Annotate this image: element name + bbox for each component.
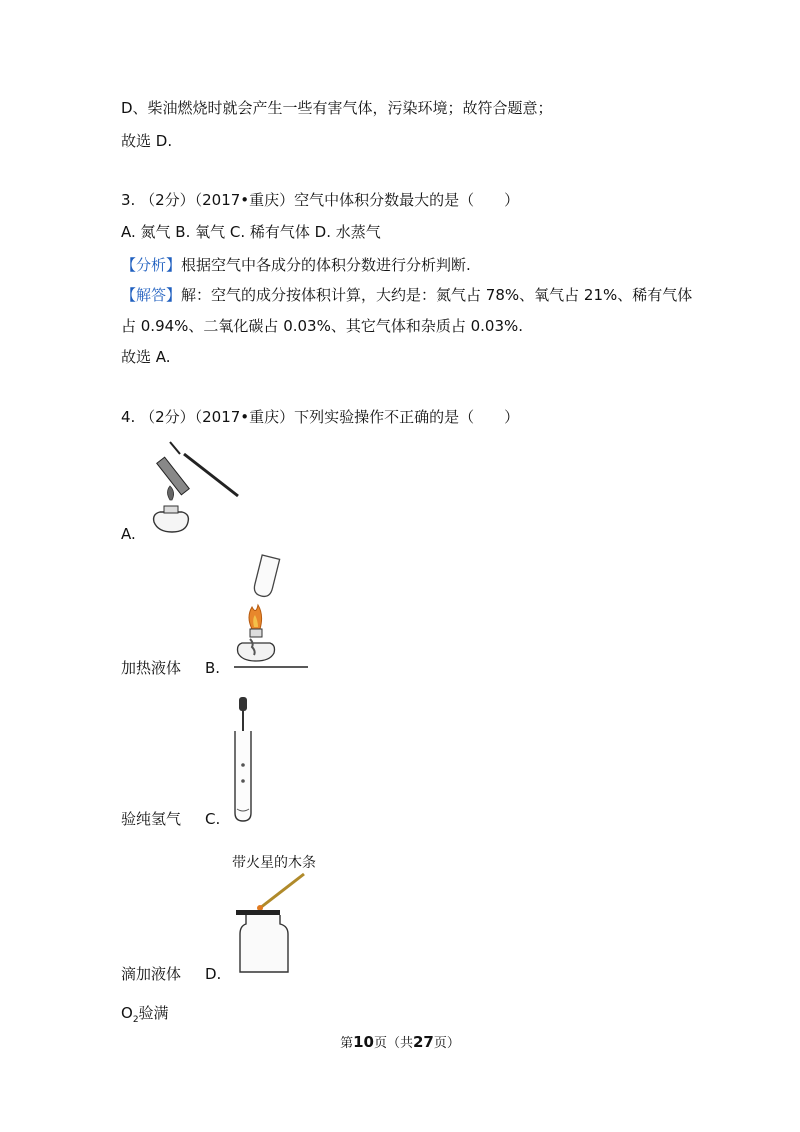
footer-mid: 页（共 — [373, 1036, 413, 1051]
q3-options: A. 氮气 B. 氧气 C. 稀有气体 D. 水蒸气 — [121, 223, 381, 241]
analysis-tag: 【分析】 — [121, 256, 182, 274]
q4-d-label: D. — [205, 965, 222, 983]
footer-prefix: 第 — [340, 1036, 354, 1051]
q4-c-caption: 滴加液体 — [121, 965, 182, 983]
hydrogen-purity-test-image — [228, 553, 310, 671]
q2-option-d: D、柴油燃烧时就会产生一些有害气体，污染环境；故符合题意； — [121, 99, 553, 117]
o2-formula-sub: 2 — [132, 1015, 139, 1025]
heating-liquid-image — [148, 440, 244, 538]
q4-a-label: A. — [121, 525, 136, 543]
q4-c-label: C. — [205, 810, 221, 828]
footer-suffix: 页） — [433, 1036, 460, 1051]
q3-solution-line2: 占 0.94%、二氧化碳占 0.03%、其它气体和杂质占 0.03%. — [121, 317, 524, 335]
q3-analysis — [121, 255, 471, 275]
oxygen-full-test-image — [232, 872, 314, 978]
page-footer — [0, 1032, 800, 1051]
glowing-splint-label: 带火星的木条 — [232, 855, 316, 871]
total-pages: 27 — [413, 1033, 434, 1051]
dropper-liquid-image — [230, 695, 256, 825]
solution-tag: 【解答】 — [121, 286, 182, 304]
solution-text-1: 解：空气的成分按体积计算，大约是：氮气占 78%、氧气占 21%、稀有气体 — [181, 286, 693, 304]
q4-a-caption: 加热液体 — [121, 659, 182, 677]
q3-solution-line1 — [121, 285, 692, 305]
q4-stem: 4. （2分）（2017•重庆）下列实验操作不正确的是（ ） — [121, 408, 520, 426]
q4-b-caption: 验纯氢气 — [121, 810, 182, 828]
o2-formula-o: O — [121, 1004, 133, 1022]
q3-stem: 3. （2分）（2017•重庆）空气中体积分数最大的是（ ） — [121, 191, 520, 209]
analysis-text: 根据空气中各成分的体积分数进行分析判断. — [181, 256, 471, 274]
q4-d-caption — [121, 1003, 169, 1030]
q3-answer: 故选 A. — [121, 348, 171, 366]
q2-answer: 故选 D. — [121, 132, 173, 150]
q4-b-label: B. — [205, 659, 221, 677]
page-number: 10 — [353, 1033, 374, 1051]
o2-caption-rest: 验满 — [138, 1004, 169, 1022]
